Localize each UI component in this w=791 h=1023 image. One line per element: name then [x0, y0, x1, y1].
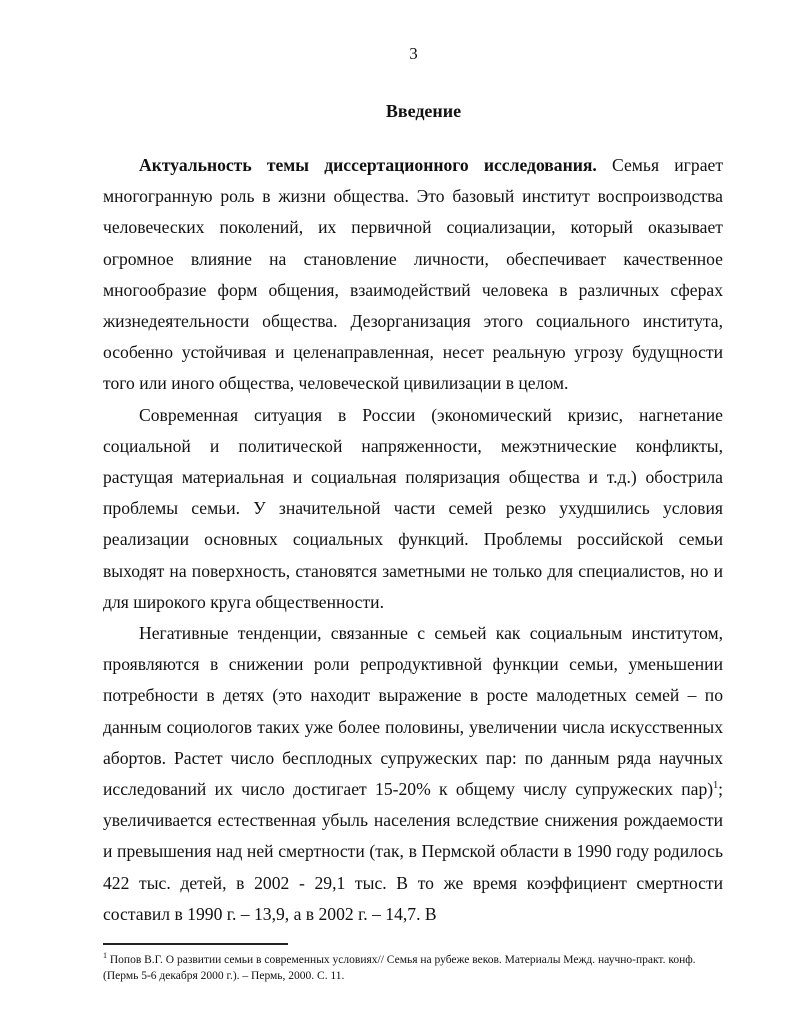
paragraph-text: Современная ситуация в России (экономический кризис, нагнетание социальной и политической напряженности, межэтнические конфликты, растущая материальная и социальная поляризация общества и т.д.) обострила проблемы семьи. У значительной части семей резко ухудшились условия реализации основных социальных функций. Проблемы российской семьи выходят на поверхность, становятся заметными не только для специалистов, но и для широкого круга общественности. [103, 404, 723, 612]
paragraph-relevance [103, 150, 723, 400]
paragraph-text: ; увеличивается естественная убыль населения вследствие снижения рождаемости и превышения над ней смертности (так, в Пермской области в 1990 году родилось 422 тыс. детей, в 2002 - 29,1 тыс. В то же время коэффициент смертности составил в 1990 г. – 13,9, а в 2002 г. – 14,7. В [103, 779, 723, 924]
page-number: 3 [409, 44, 418, 63]
footnote-divider [103, 943, 288, 945]
body-text [103, 150, 723, 930]
paragraph-situation [103, 400, 723, 618]
paragraph-tendencies [103, 618, 723, 930]
paragraph-lead: Актуальность темы диссертационного исследования. [139, 155, 597, 175]
section-heading: Введение [385, 101, 462, 121]
paragraph-text: Негативные тенденции, связанные с семьей как социальным институтом, проявляются в снижении роли репродуктивной функции семьи, уменьшении потребности в детях (это находит выражение в росте малодетных семей – по данным социологов таких уже более половины, увеличении числа искусственных абортов. Растет число бесплодных супружеских пар: по данным ряда научных исследований их число достигает 15-20% к общему числу супружеских пар) [103, 623, 723, 800]
footnote [103, 952, 723, 984]
footnote-mark: 1 [103, 951, 107, 961]
paragraph-text: Семья играет многогранную роль в жизни общества. Это базовый институт воспроизводства человеческих поколений, их первичной социализации, который оказывает огромное влияние на становление личности, обеспечивает качественное многообразие форм общения, взаимодействий человека в различных сферах жизнедеятельности общества. Дезорганизация этого социального института, особенно устойчивая и целенаправленная, несет реальную угрозу будущности того или иного общества, человеческой цивилизации в целом. [103, 155, 724, 394]
footnote-reference: 1 [713, 780, 719, 792]
footnote-text: Попов В.Г. О развитии семьи в современных условиях// Семья на рубеже веков. Материалы Межд. научно-практ. конф. (Пермь 5-6 декабря 2000 г.). – Пермь, 2000. С. 11. [103, 954, 696, 982]
